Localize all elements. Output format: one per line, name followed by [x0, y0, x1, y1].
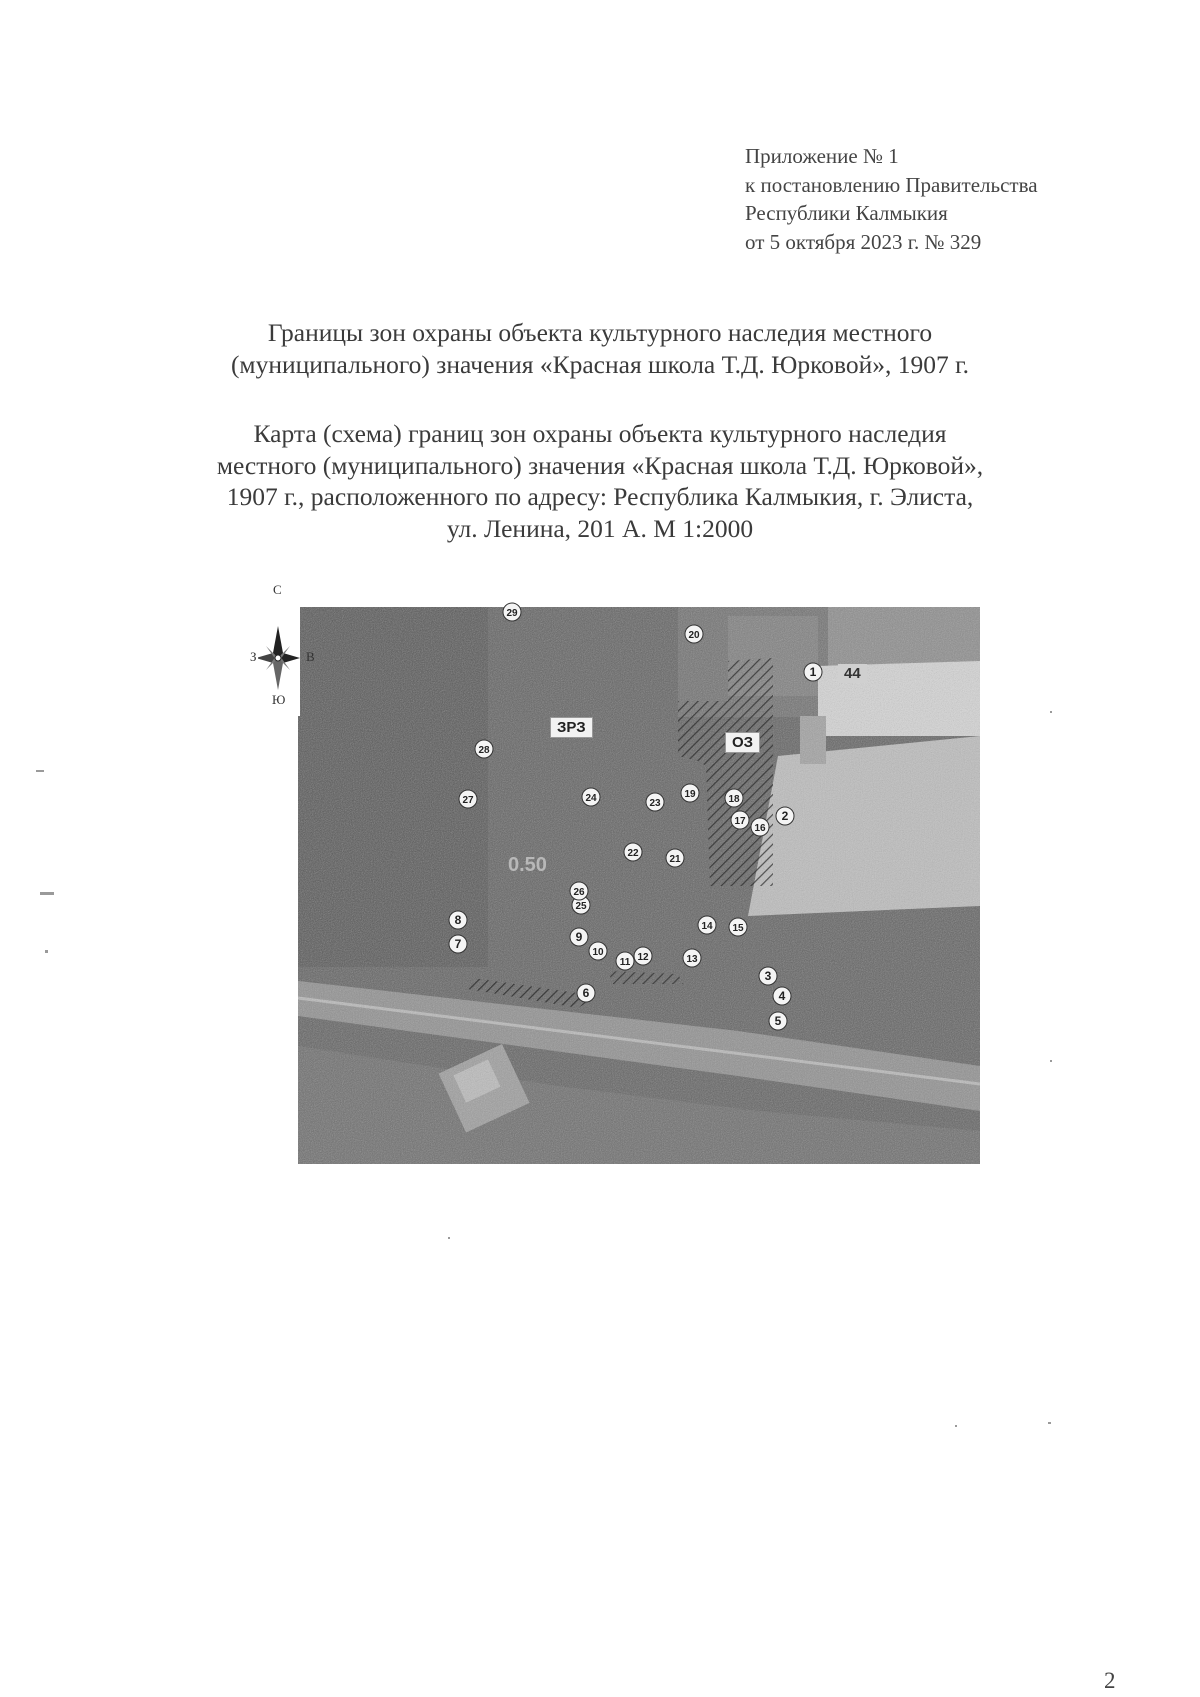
svg-text:19: 19	[684, 789, 696, 800]
boundary-point-6	[577, 984, 595, 1002]
svg-text:18: 18	[728, 794, 740, 805]
svg-text:16: 16	[754, 823, 766, 834]
boundary-point-27	[459, 790, 477, 808]
faded-map-label: 0.50	[508, 854, 547, 876]
boundary-point-22	[624, 843, 642, 861]
zone-map	[250, 582, 988, 1178]
compass-east: В	[306, 649, 315, 664]
svg-text:9: 9	[575, 930, 583, 944]
svg-text:21: 21	[669, 854, 681, 865]
caption-line-3: 1907 г., расположенного по адресу: Республика Калмыкия, г. Элиста,	[226, 482, 974, 511]
svg-text:8: 8	[454, 913, 462, 927]
svg-text:24: 24	[585, 793, 597, 804]
svg-text:7: 7	[454, 937, 462, 951]
boundary-point-28	[475, 740, 493, 758]
document-title	[100, 317, 1100, 380]
scan-speck	[955, 1425, 957, 1427]
map-caption	[100, 418, 1100, 544]
compass-west: З	[250, 649, 257, 664]
caption-line-4: ул. Ленина, 201 А. М 1:2000	[446, 513, 754, 543]
boundary-point-14	[698, 916, 716, 934]
svg-text:27: 27	[462, 795, 474, 806]
svg-text:23: 23	[649, 798, 661, 809]
boundary-point-1	[804, 663, 822, 681]
svg-text:6: 6	[582, 986, 590, 1000]
boundary-point-29	[503, 603, 521, 621]
boundary-point-7	[449, 935, 467, 953]
boundary-point-19	[681, 784, 699, 802]
boundary-point-11	[616, 952, 634, 970]
caption-line-1: Карта (схема) границ зон охраны объекта культурного наследия	[253, 419, 947, 448]
boundary-point-26	[570, 882, 588, 900]
boundary-point-9	[570, 928, 588, 946]
svg-text:17: 17	[734, 816, 746, 827]
boundary-point-13	[683, 949, 701, 967]
boundary-point-3	[759, 967, 777, 985]
svg-text:4: 4	[778, 989, 786, 1003]
boundary-point-8	[449, 911, 467, 929]
title-line-2: (муниципального) значения «Красная школа Т.Д. Юрковой», 1907 г.	[230, 349, 970, 379]
map-svg	[258, 586, 988, 1178]
boundary-point-20	[685, 625, 703, 643]
caption-line-2: местного (муниципального) значения «Красная школа Т.Д. Юрковой»,	[216, 450, 984, 480]
svg-text:13: 13	[686, 954, 698, 965]
svg-text:29: 29	[506, 608, 518, 619]
building-number-label: 44	[838, 664, 867, 683]
zone-oz-label: ОЗ	[725, 732, 760, 753]
svg-text:3: 3	[764, 969, 772, 983]
scan-speck	[36, 770, 44, 772]
boundary-point-24	[582, 788, 600, 806]
scan-speck	[1048, 1422, 1051, 1424]
boundary-point-23	[646, 793, 664, 811]
boundary-point-12	[634, 947, 652, 965]
svg-text:22: 22	[627, 848, 639, 859]
svg-text:20: 20	[688, 630, 700, 641]
boundary-point-5	[769, 1012, 787, 1030]
scan-speck	[40, 892, 54, 895]
boundary-point-2	[776, 807, 794, 825]
svg-text:15: 15	[732, 923, 744, 934]
svg-text:14: 14	[701, 921, 713, 932]
boundary-point-10	[589, 942, 607, 960]
svg-text:26: 26	[573, 887, 585, 898]
scan-speck	[1050, 1060, 1052, 1062]
svg-text:5: 5	[774, 1014, 782, 1028]
appendix-line-2: к постановлению Правительства	[745, 172, 1038, 197]
svg-text:12: 12	[637, 952, 649, 963]
boundary-point-18	[725, 789, 743, 807]
boundary-point-16	[751, 818, 769, 836]
svg-text:2: 2	[781, 809, 789, 823]
svg-text:28: 28	[478, 745, 490, 756]
compass-south: Ю	[272, 692, 286, 707]
title-line-1: Границы зон охраны объекта культурного наследия местного	[267, 318, 933, 347]
scan-speck	[1050, 711, 1052, 713]
page-number: 2	[1104, 1668, 1116, 1693]
compass-north: С	[273, 582, 282, 597]
appendix-line-4: от 5 октября 2023 г. № 329	[745, 229, 982, 254]
scan-speck	[45, 950, 48, 953]
appendix-line-3: Республики Калмыкия	[745, 201, 948, 225]
boundary-point-17	[731, 811, 749, 829]
zone-zrz-label: ЗРЗ	[550, 717, 593, 738]
svg-text:10: 10	[592, 947, 604, 958]
svg-text:1: 1	[809, 665, 817, 679]
scan-speck	[448, 1237, 450, 1239]
boundary-point-21	[666, 849, 684, 867]
appendix-line-1: Приложение № 1	[745, 144, 899, 168]
svg-text:11: 11	[619, 957, 631, 968]
svg-text:25: 25	[575, 901, 587, 912]
appendix-header	[745, 142, 1165, 256]
boundary-point-4	[773, 987, 791, 1005]
boundary-point-15	[729, 918, 747, 936]
